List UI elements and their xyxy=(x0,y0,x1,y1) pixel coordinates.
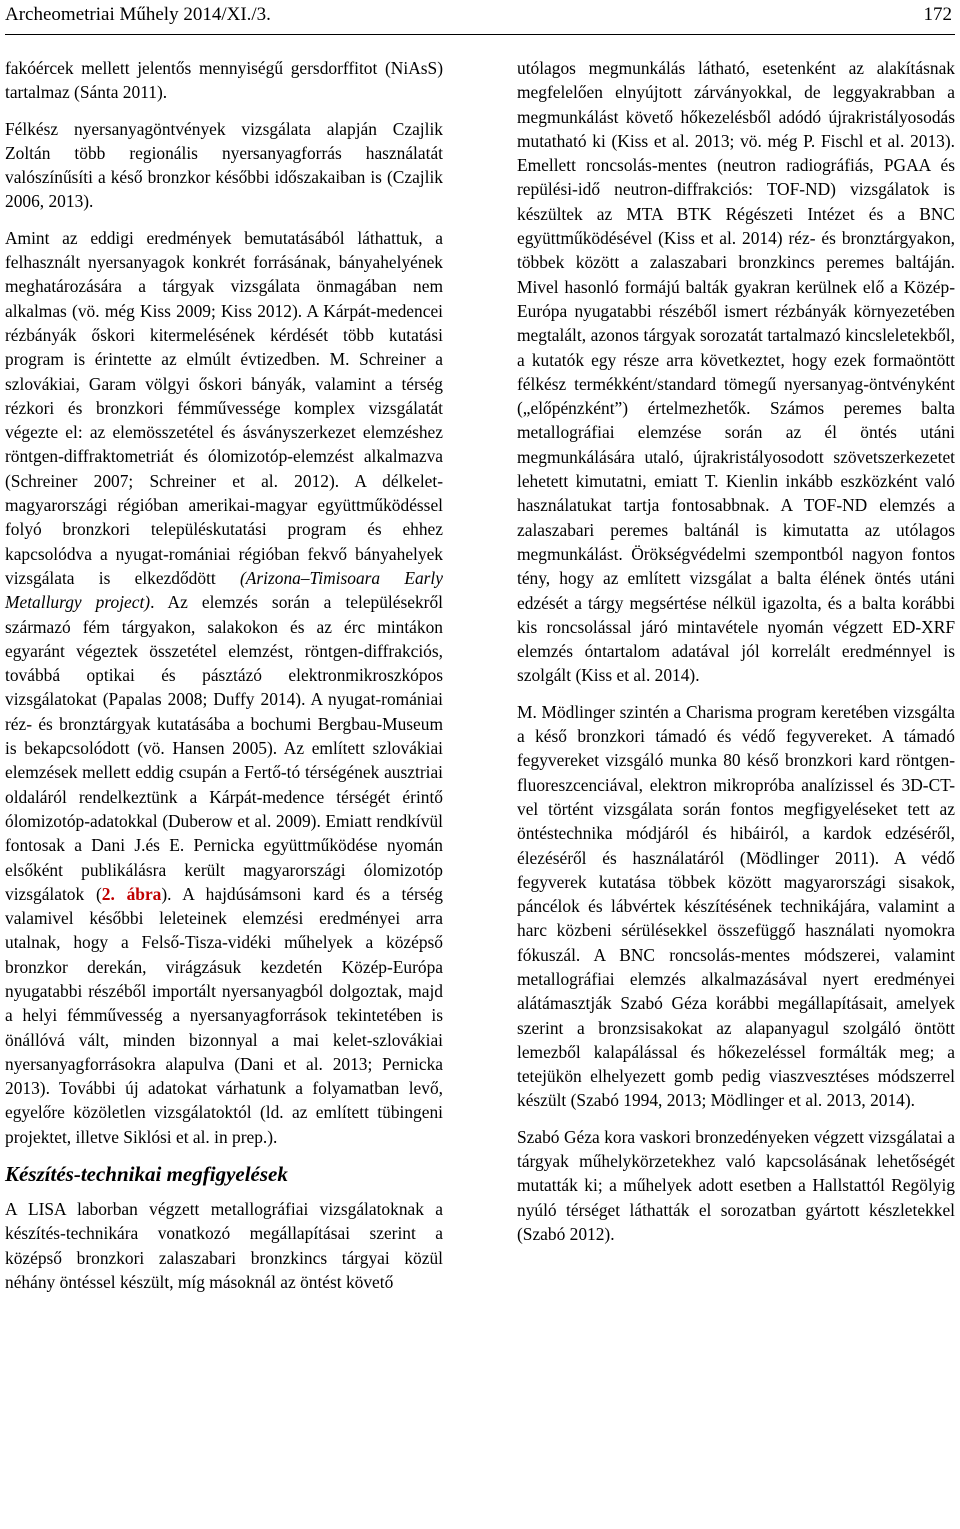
paragraph-research-programs xyxy=(5,226,443,1149)
paragraph-lisa-lab: A LISA laborban végzett metallográfiai vizsgálatoknak a készítés-technikára vonatkozó megállapításai szerint a középső bronzkori zalaszabari bronzkincs tárgyai közül néhány öntéssel készült, míg másoknál az öntést követő xyxy=(5,1199,443,1292)
paragraph-gersdorffit: fakóércek mellett jelentős mennyiségű gersdorffitot (NiAsS) tartalmaz (Sánta 2011). xyxy=(5,58,443,103)
right-column xyxy=(517,56,955,1246)
paragraph-metallography: utólagos megmunkálás látható, esetenként az alakításnak megfelelően elnyújtott zárványokkal, de leggyakrabban a megmunkálást követő hőkezelésből adódó újrakristályosodás mutatható ki (Kiss et al. 2013; vö. még P. Fischl et al. 2013). Emellett roncsolás-mentes (neutron radiográfiás, PGAA és repülési-idő neutron-diffrakciós: TOF-ND) vizsgálatok is készültek az MTA BTK Régészeti Intézet és a BNC együttműködésével (Kiss et al. 2014) réz- és bronztárgyakon, többek között a zalaszabari bronzkincs peremes baltáján. Mivel hasonló formájú balták gyakran kerülnek elő a Közép-Európa nyugatabbi részéből ismert rézbányák környezetében megtalált, azonos tárgyak sorozatát tartalmazó kincsleletekből, a kutatók egy része arra következtet, hogy ezek formaöntött félkész termékként/standard tömegű nyersanyag-öntvényként („előpénzként”) értelmezhetők. Számos peremes balta metallográfiai elemzése során az él öntés utáni megmunkálására utaló, újrakristályosodott szövetszerkezetet lehetett kimutatni, emiatt T. Kienlin inkább eszközként való használatukat tartja fontosabbnak. A TOF-ND elemzés a zalaszabari peremes baltánál is kimutatta az utólagos megmunkálást. Örökségvédelmi szempontból nagyon fontos tény, hogy az említett vizsgálat a balta élének öntés utáni edzését a tárgy megsértése nélkül igazolta, és a balta korábbi kis roncsolással járó mintavétele nyomán végzett ED-XRF elemzés óntartalom adatával jól korrelált eredménnyel is szolgált (Kiss et al. 2014). xyxy=(517,58,955,686)
paragraph-text-part: . Az elemzés során a településekről származó fém tárgyakon, salakokon és az érc mintákon egyaránt végeztek összetétel elemzést, röntgen-diffrakciós, továbbá optikai és pásztázó elektronmikroszkópos vizsgálatokat (Papalas 2008; Duffy 2014). A nyugat-romániai réz- és bronztárgyak kutatásába a bochumi Bergbau-Museum is bekapcsolódott (vö. Hansen 2005). Az említett szlovákiai elemzések mellett eddig csupán a Fertő-tó térségének ausztriai oldaláról rendelkeztünk a Kárpát-medence térségét érintő ólomizotóp-adatokkal (Duberow et al. 2009). Emiatt rendkívül fontosak a Dani J.és E. Pernicka együttműködése nyomán elsőként publikálásra került magyarországi ólomizotóp vizsgálatok ( xyxy=(5,592,443,904)
journal-title: Archeometriai Műhely 2014/XI./3. xyxy=(5,4,271,25)
paragraph-text-part: Amint az eddigi eredmények bemutatásából láthattuk, a felhasznált nyersanyagok konkrét forrásának, bányahelyének meghatározására a tárgyak vizsgálata önmagában nem alkalmas (vö. még Kiss 2009; Kiss 2012). A Kárpát-medencei rézbányák őskori kitermelésének kérdését több kutatási program is érintette az elmúlt évtizedben. M. Schreiner a szlovákiai, Garam völgyi őskori bányák, valamint a térség rézkori és bronzkori fémművessége komplex vizsgálatát végezte el: az elemösszetétel és ásványszerkezet elemzéshez röntgen-diffraktometriát és ólomizotóp-elemzést alkalmazva (Schreiner 2007; Schreiner et al. 2012). A délkelet-magyarországi régióban amerikai-magyar együttműködéssel folyó bronzkori településkutatási program és ehhez kapcsolódva a nyugat-romániai régióban fekvő bányahelyek vizsgálata is elkezdődött xyxy=(5,227,443,588)
paragraph-modlinger: M. Mödlinger szintén a Charisma program keretében vizsgálta a késő bronzkori támadó és védő fegyvereket. A támadó fegyvereket vizsgáló munka 80 késő bronzkori kard röntgen-fluoreszcenciával, elektron mikropróba analízissel és 3D-CT-vel történt vizsgálata során fontos megfigyeléseket tett az öntéstechnika módjáról és hibáiról, a kardok edzéséről, élezéséről és használatáról (Mödlinger 2011). A védő fegyverek kutatása többek között magyarországi sisakok, páncélok és lábvértek készítésének technikájára, valamint a harc közbeni sérülésekkel összefüggő használati nyomokra fókuszál. A BNC roncsolás-mentes módszerei, valamint metallográfiai elemzés alkalmazásával nyert eredményei alátámasztják Szabó Géza korábbi megállapításait, amelyek szerint a bronzsisakokat az alapanyagul szolgáló öntött lemezből kalapálással és hőkezeléssel formálták meg; a tetejükön elhelyezett gomb pedig viaszvesztéses módszerrel készült (Szabó 1994, 2013; Mödlinger et al. 2013, 2014). xyxy=(517,701,955,1111)
paragraph-text-part: ). A hajdúsámsoni kard és a térség valamivel későbbi leleteinek elemzési eredményei arra utalnak, hogy a Felső-Tisza-vidéki műhelyek a középső bronzkor derekán, virágzásuk kezdetén Közép-Európa nyugatabbi részéből importált nyersanyagból dolgoztak, majd a helyi fémművesség a nyersanyagforrások tekintetében is önállóvá vált, minden bizonnyal a mai kelet-szlovákiai nyersanyagforrásokra alapulva (Dani et al. 2013; Pernicka 2013). További új adatokat várhatunk a folyamatban levő, egyelőre közöletlen vizsgálatoktól (ld. az említett tübingeni projektet, illetve Siklósi et al. in prep.). xyxy=(5,883,443,1147)
section-heading: Készítés-technikai megfigyelések xyxy=(5,1162,288,1187)
paragraph-czajlik: Félkész nyersanyagöntvények vizsgálata alapján Czajlik Zoltán több regionális nyersanyagforrás használatát valószínűsíti a késő bronzkor későbbi időszakaiban is (Czajlik 2006, 2013). xyxy=(5,118,443,212)
figure-reference: 2. ábra xyxy=(101,883,162,904)
running-header xyxy=(5,0,955,35)
project-name-italic: (Arizona–Timisoara Early Metallurgy project) xyxy=(5,567,443,613)
paragraph-szabo: Szabó Géza kora vaskori bronzedényeken végzett vizsgálatai a tárgyak műhelykörzetekhez való kapcsolásának lehetőségét mutatták ki; a műhelyek adott esetben a Hallstattól Regölyig nyúló térséget láthatták el sorozatban gyártott készletekkel (Szabó 2012). xyxy=(517,1126,955,1244)
left-column xyxy=(5,56,443,1294)
page-number: 172 xyxy=(923,4,952,25)
